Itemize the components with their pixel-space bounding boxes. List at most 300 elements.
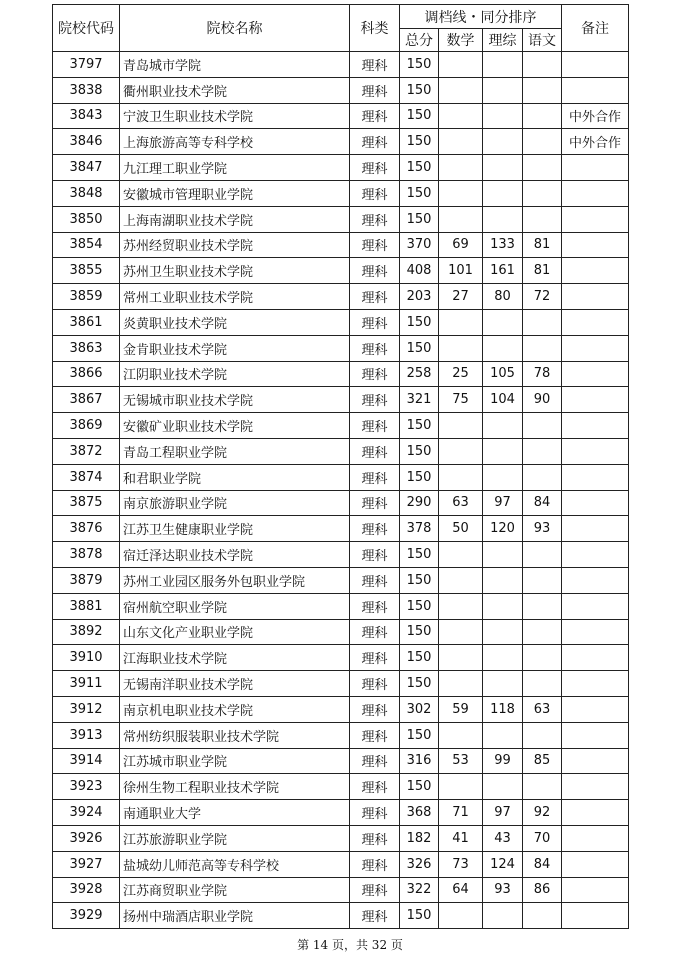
table-row xyxy=(53,490,629,516)
table-row xyxy=(53,155,629,181)
cell-code: 3912 xyxy=(53,696,120,722)
cell-code: 3927 xyxy=(53,851,120,877)
cell-remark xyxy=(562,77,629,103)
cell-name: 江苏城市职业学院 xyxy=(120,748,350,774)
cell-math xyxy=(439,671,483,697)
cell-chinese xyxy=(523,438,562,464)
cell-math: 73 xyxy=(439,851,483,877)
table-row xyxy=(53,851,629,877)
cell-math xyxy=(439,309,483,335)
cell-code: 3872 xyxy=(53,438,120,464)
cell-math: 69 xyxy=(439,232,483,258)
cell-subject: 理科 xyxy=(350,464,400,490)
cell-total: 316 xyxy=(400,748,439,774)
cell-remark xyxy=(562,490,629,516)
cell-name: 山东文化产业职业学院 xyxy=(120,619,350,645)
header-code: 院校代码 xyxy=(53,5,120,52)
cell-subject: 理科 xyxy=(350,619,400,645)
cell-total: 150 xyxy=(400,180,439,206)
table-row xyxy=(53,619,629,645)
cell-remark xyxy=(562,774,629,800)
cell-subject: 理科 xyxy=(350,361,400,387)
cell-remark: 中外合作 xyxy=(562,103,629,129)
cell-chinese: 70 xyxy=(523,825,562,851)
cell-name: 南京旅游职业学院 xyxy=(120,490,350,516)
table-row xyxy=(53,438,629,464)
cell-name: 江苏卫生健康职业学院 xyxy=(120,516,350,542)
table-row xyxy=(53,774,629,800)
cell-chinese: 72 xyxy=(523,284,562,310)
table-row xyxy=(53,593,629,619)
cell-remark xyxy=(562,645,629,671)
cell-remark xyxy=(562,284,629,310)
cell-chinese xyxy=(523,645,562,671)
cell-total: 150 xyxy=(400,671,439,697)
cell-remark: 中外合作 xyxy=(562,129,629,155)
cell-subject: 理科 xyxy=(350,903,400,929)
cell-chinese: 81 xyxy=(523,232,562,258)
table-row xyxy=(53,413,629,439)
cell-science xyxy=(483,438,523,464)
cell-code: 3869 xyxy=(53,413,120,439)
cell-total: 302 xyxy=(400,696,439,722)
cell-total: 150 xyxy=(400,438,439,464)
cell-science xyxy=(483,103,523,129)
cell-name: 苏州经贸职业技术学院 xyxy=(120,232,350,258)
cell-math xyxy=(439,903,483,929)
cell-remark xyxy=(562,206,629,232)
page-number: 第 14 页，共 32 页 xyxy=(297,938,403,952)
cell-name: 上海旅游高等专科学校 xyxy=(120,129,350,155)
table-row xyxy=(53,464,629,490)
cell-math: 59 xyxy=(439,696,483,722)
cell-subject: 理科 xyxy=(350,516,400,542)
cell-math xyxy=(439,722,483,748)
cell-math xyxy=(439,103,483,129)
cell-remark xyxy=(562,851,629,877)
cell-remark xyxy=(562,593,629,619)
cell-science xyxy=(483,567,523,593)
cell-remark xyxy=(562,413,629,439)
cell-code: 3847 xyxy=(53,155,120,181)
cell-remark xyxy=(562,903,629,929)
cell-math: 71 xyxy=(439,800,483,826)
table-row xyxy=(53,258,629,284)
cell-code: 3914 xyxy=(53,748,120,774)
table-row xyxy=(53,877,629,903)
cell-total: 321 xyxy=(400,387,439,413)
cell-math xyxy=(439,774,483,800)
cell-code: 3863 xyxy=(53,335,120,361)
cell-total: 150 xyxy=(400,77,439,103)
table-row xyxy=(53,722,629,748)
cell-science xyxy=(483,335,523,361)
cell-science xyxy=(483,413,523,439)
cell-science xyxy=(483,309,523,335)
cell-total: 150 xyxy=(400,774,439,800)
cell-name: 苏州工业园区服务外包职业学院 xyxy=(120,567,350,593)
cell-code: 3875 xyxy=(53,490,120,516)
cell-chinese xyxy=(523,464,562,490)
cell-chinese xyxy=(523,180,562,206)
header-chinese: 语文 xyxy=(523,29,562,52)
cell-code: 3928 xyxy=(53,877,120,903)
cell-math xyxy=(439,155,483,181)
cell-chinese: 63 xyxy=(523,696,562,722)
cell-subject: 理科 xyxy=(350,722,400,748)
table-row xyxy=(53,748,629,774)
cell-total: 258 xyxy=(400,361,439,387)
cell-math xyxy=(439,52,483,78)
cell-science xyxy=(483,645,523,671)
cell-name: 无锡南洋职业技术学院 xyxy=(120,671,350,697)
cell-total: 378 xyxy=(400,516,439,542)
cell-chinese xyxy=(523,722,562,748)
cell-math xyxy=(439,129,483,155)
cell-remark xyxy=(562,361,629,387)
table-row xyxy=(53,206,629,232)
cell-science: 104 xyxy=(483,387,523,413)
cell-total: 150 xyxy=(400,903,439,929)
cell-math xyxy=(439,77,483,103)
cell-code: 3876 xyxy=(53,516,120,542)
cell-subject: 理科 xyxy=(350,335,400,361)
table-row xyxy=(53,309,629,335)
table-row xyxy=(53,129,629,155)
cell-chinese: 84 xyxy=(523,851,562,877)
cell-code: 3924 xyxy=(53,800,120,826)
cell-chinese xyxy=(523,619,562,645)
cell-subject: 理科 xyxy=(350,851,400,877)
cell-subject: 理科 xyxy=(350,774,400,800)
cell-subject: 理科 xyxy=(350,52,400,78)
table-row xyxy=(53,671,629,697)
cell-science: 80 xyxy=(483,284,523,310)
cell-science xyxy=(483,903,523,929)
table-row xyxy=(53,696,629,722)
cell-code: 3879 xyxy=(53,567,120,593)
table-row xyxy=(53,77,629,103)
table-body xyxy=(53,52,629,929)
cell-remark xyxy=(562,438,629,464)
cell-total: 408 xyxy=(400,258,439,284)
cell-subject: 理科 xyxy=(350,696,400,722)
cell-total: 322 xyxy=(400,877,439,903)
cell-chinese: 93 xyxy=(523,516,562,542)
cell-chinese xyxy=(523,309,562,335)
cell-subject: 理科 xyxy=(350,825,400,851)
cell-subject: 理科 xyxy=(350,671,400,697)
cell-total: 150 xyxy=(400,413,439,439)
cell-remark xyxy=(562,232,629,258)
cell-total: 150 xyxy=(400,567,439,593)
cell-code: 3838 xyxy=(53,77,120,103)
cell-code: 3913 xyxy=(53,722,120,748)
cell-math: 53 xyxy=(439,748,483,774)
header-total: 总分 xyxy=(400,29,439,52)
cell-subject: 理科 xyxy=(350,258,400,284)
cell-code: 3855 xyxy=(53,258,120,284)
cell-subject: 理科 xyxy=(350,129,400,155)
cell-code: 3867 xyxy=(53,387,120,413)
cell-code: 3881 xyxy=(53,593,120,619)
cell-math xyxy=(439,567,483,593)
cell-chinese: 90 xyxy=(523,387,562,413)
cell-total: 203 xyxy=(400,284,439,310)
cell-science: 118 xyxy=(483,696,523,722)
cell-science: 43 xyxy=(483,825,523,851)
cell-remark xyxy=(562,671,629,697)
cell-name: 上海南湖职业技术学院 xyxy=(120,206,350,232)
cell-chinese xyxy=(523,671,562,697)
cell-name: 安徽城市管理职业学院 xyxy=(120,180,350,206)
cell-code: 3859 xyxy=(53,284,120,310)
table-row xyxy=(53,800,629,826)
cell-remark xyxy=(562,387,629,413)
table-row xyxy=(53,284,629,310)
cell-subject: 理科 xyxy=(350,77,400,103)
cell-subject: 理科 xyxy=(350,877,400,903)
cell-total: 326 xyxy=(400,851,439,877)
cell-remark xyxy=(562,722,629,748)
cell-name: 扬州中瑞酒店职业学院 xyxy=(120,903,350,929)
cell-subject: 理科 xyxy=(350,180,400,206)
table-row xyxy=(53,567,629,593)
cell-total: 150 xyxy=(400,645,439,671)
cell-subject: 理科 xyxy=(350,542,400,568)
cell-math xyxy=(439,206,483,232)
cell-total: 182 xyxy=(400,825,439,851)
cell-code: 3848 xyxy=(53,180,120,206)
table-row xyxy=(53,645,629,671)
cell-science: 99 xyxy=(483,748,523,774)
cell-code: 3929 xyxy=(53,903,120,929)
cell-science xyxy=(483,464,523,490)
table-row xyxy=(53,542,629,568)
cell-remark xyxy=(562,516,629,542)
header-math: 数学 xyxy=(439,29,483,52)
cell-name: 南通职业大学 xyxy=(120,800,350,826)
table-row xyxy=(53,903,629,929)
cell-science xyxy=(483,542,523,568)
table-row xyxy=(53,232,629,258)
cell-remark xyxy=(562,877,629,903)
cell-name: 苏州卫生职业技术学院 xyxy=(120,258,350,284)
cell-subject: 理科 xyxy=(350,567,400,593)
header-group: 调档线・同分排序 xyxy=(400,5,562,29)
cell-total: 368 xyxy=(400,800,439,826)
cell-science xyxy=(483,593,523,619)
cell-math: 27 xyxy=(439,284,483,310)
cell-code: 3843 xyxy=(53,103,120,129)
cell-remark xyxy=(562,52,629,78)
cell-math: 63 xyxy=(439,490,483,516)
cell-code: 3892 xyxy=(53,619,120,645)
cell-code: 3854 xyxy=(53,232,120,258)
cell-remark xyxy=(562,180,629,206)
table-row xyxy=(53,180,629,206)
cell-science: 105 xyxy=(483,361,523,387)
cell-subject: 理科 xyxy=(350,800,400,826)
cell-science: 97 xyxy=(483,490,523,516)
cell-total: 150 xyxy=(400,335,439,361)
cell-math: 64 xyxy=(439,877,483,903)
cell-code: 3923 xyxy=(53,774,120,800)
cell-total: 150 xyxy=(400,103,439,129)
cell-science xyxy=(483,206,523,232)
cell-chinese xyxy=(523,903,562,929)
cell-total: 150 xyxy=(400,722,439,748)
cell-chinese xyxy=(523,774,562,800)
cell-name: 宁波卫生职业技术学院 xyxy=(120,103,350,129)
cell-name: 金肯职业技术学院 xyxy=(120,335,350,361)
cell-subject: 理科 xyxy=(350,748,400,774)
cell-subject: 理科 xyxy=(350,155,400,181)
cell-science xyxy=(483,129,523,155)
cell-science xyxy=(483,619,523,645)
cell-math xyxy=(439,542,483,568)
cell-remark xyxy=(562,309,629,335)
cell-chinese: 92 xyxy=(523,800,562,826)
cell-total: 150 xyxy=(400,593,439,619)
cell-math: 75 xyxy=(439,387,483,413)
cell-subject: 理科 xyxy=(350,593,400,619)
cell-total: 370 xyxy=(400,232,439,258)
cell-math: 41 xyxy=(439,825,483,851)
cell-remark xyxy=(562,258,629,284)
cell-name: 徐州生物工程职业技术学院 xyxy=(120,774,350,800)
cell-code: 3878 xyxy=(53,542,120,568)
cell-science: 133 xyxy=(483,232,523,258)
cell-name: 盐城幼儿师范高等专科学校 xyxy=(120,851,350,877)
cell-science xyxy=(483,155,523,181)
cell-code: 3926 xyxy=(53,825,120,851)
cell-code: 3861 xyxy=(53,309,120,335)
cell-chinese xyxy=(523,52,562,78)
cell-subject: 理科 xyxy=(350,387,400,413)
header-name: 院校名称 xyxy=(120,5,350,52)
cell-math xyxy=(439,593,483,619)
cell-name: 九江理工职业学院 xyxy=(120,155,350,181)
cell-name: 江海职业技术学院 xyxy=(120,645,350,671)
cell-name: 衢州职业技术学院 xyxy=(120,77,350,103)
cell-remark xyxy=(562,619,629,645)
cell-name: 和君职业学院 xyxy=(120,464,350,490)
cell-subject: 理科 xyxy=(350,232,400,258)
cell-math xyxy=(439,645,483,671)
cell-chinese xyxy=(523,77,562,103)
cell-code: 3874 xyxy=(53,464,120,490)
cell-chinese xyxy=(523,335,562,361)
cell-chinese xyxy=(523,593,562,619)
table-row xyxy=(53,103,629,129)
cell-total: 150 xyxy=(400,206,439,232)
cell-total: 150 xyxy=(400,52,439,78)
cell-subject: 理科 xyxy=(350,284,400,310)
cell-chinese xyxy=(523,155,562,181)
cell-chinese: 85 xyxy=(523,748,562,774)
cell-remark xyxy=(562,464,629,490)
cell-science xyxy=(483,671,523,697)
cell-remark xyxy=(562,335,629,361)
cell-chinese xyxy=(523,567,562,593)
cell-science xyxy=(483,180,523,206)
cell-math: 50 xyxy=(439,516,483,542)
cell-remark xyxy=(562,567,629,593)
cell-math xyxy=(439,335,483,361)
cell-name: 江阴职业技术学院 xyxy=(120,361,350,387)
cell-math xyxy=(439,180,483,206)
cell-chinese xyxy=(523,206,562,232)
cell-code: 3850 xyxy=(53,206,120,232)
cell-name: 常州纺织服装职业技术学院 xyxy=(120,722,350,748)
cell-subject: 理科 xyxy=(350,103,400,129)
cell-code: 3846 xyxy=(53,129,120,155)
cell-science xyxy=(483,77,523,103)
cell-code: 3911 xyxy=(53,671,120,697)
cell-chinese xyxy=(523,542,562,568)
cell-code: 3797 xyxy=(53,52,120,78)
cell-math: 101 xyxy=(439,258,483,284)
cell-remark xyxy=(562,542,629,568)
cell-name: 青岛城市学院 xyxy=(120,52,350,78)
cell-math xyxy=(439,413,483,439)
cell-name: 安徽矿业职业技术学院 xyxy=(120,413,350,439)
admission-table xyxy=(52,4,629,929)
header-science: 理综 xyxy=(483,29,523,52)
cell-science: 93 xyxy=(483,877,523,903)
cell-name: 江苏旅游职业学院 xyxy=(120,825,350,851)
cell-science xyxy=(483,52,523,78)
cell-subject: 理科 xyxy=(350,413,400,439)
cell-math xyxy=(439,464,483,490)
cell-remark xyxy=(562,825,629,851)
header-subject: 科类 xyxy=(350,5,400,52)
cell-name: 南京机电职业技术学院 xyxy=(120,696,350,722)
cell-total: 150 xyxy=(400,129,439,155)
cell-code: 3910 xyxy=(53,645,120,671)
cell-chinese: 81 xyxy=(523,258,562,284)
cell-chinese xyxy=(523,413,562,439)
cell-subject: 理科 xyxy=(350,438,400,464)
cell-total: 290 xyxy=(400,490,439,516)
cell-science: 161 xyxy=(483,258,523,284)
cell-subject: 理科 xyxy=(350,309,400,335)
cell-subject: 理科 xyxy=(350,490,400,516)
cell-math: 25 xyxy=(439,361,483,387)
table-row xyxy=(53,825,629,851)
table-row xyxy=(53,361,629,387)
cell-science: 120 xyxy=(483,516,523,542)
cell-name: 无锡城市职业技术学院 xyxy=(120,387,350,413)
cell-chinese: 84 xyxy=(523,490,562,516)
cell-chinese: 86 xyxy=(523,877,562,903)
cell-name: 常州工业职业技术学院 xyxy=(120,284,350,310)
cell-total: 150 xyxy=(400,619,439,645)
cell-science: 124 xyxy=(483,851,523,877)
cell-total: 150 xyxy=(400,542,439,568)
table-header xyxy=(53,5,629,52)
cell-name: 青岛工程职业学院 xyxy=(120,438,350,464)
cell-math xyxy=(439,438,483,464)
cell-science xyxy=(483,722,523,748)
cell-name: 江苏商贸职业学院 xyxy=(120,877,350,903)
cell-remark xyxy=(562,155,629,181)
cell-chinese xyxy=(523,103,562,129)
cell-name: 宿州航空职业学院 xyxy=(120,593,350,619)
cell-remark xyxy=(562,800,629,826)
cell-science: 97 xyxy=(483,800,523,826)
